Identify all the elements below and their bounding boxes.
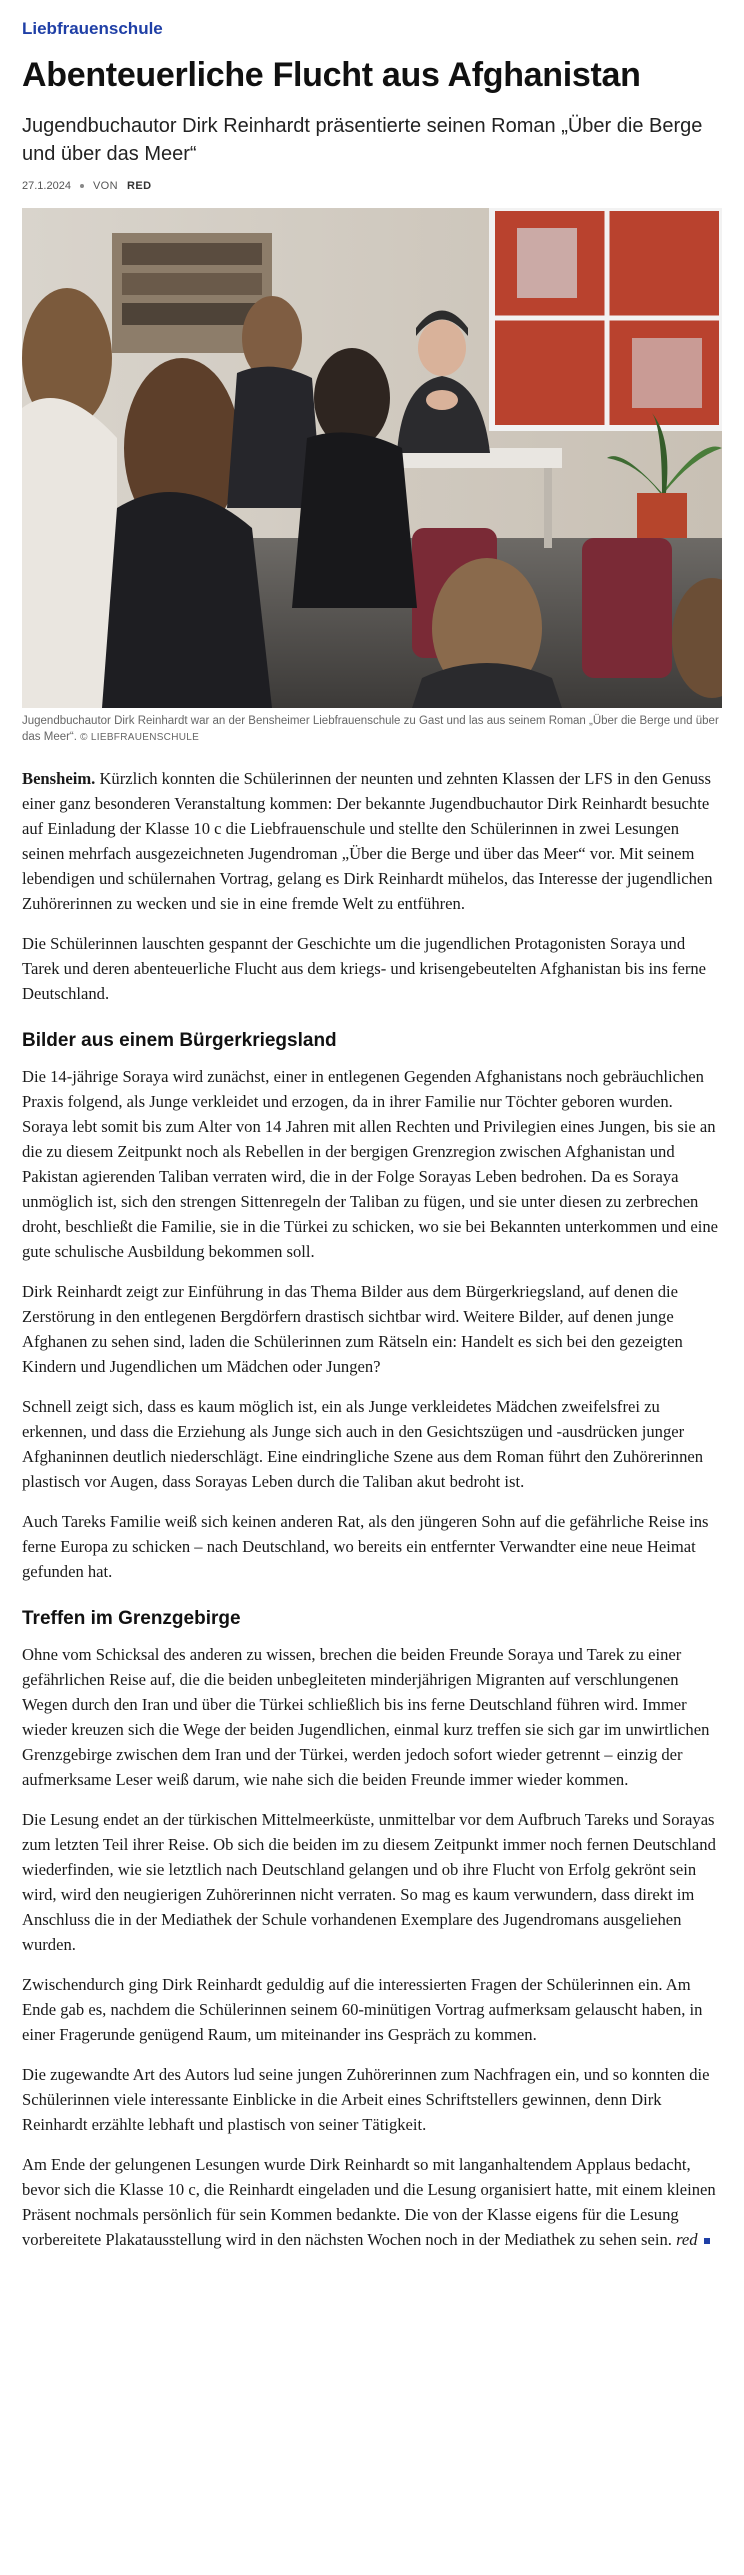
author-name[interactable]: RED: [126, 180, 152, 192]
publish-date: 27.1.2024: [22, 180, 71, 192]
paragraph: [22, 2152, 722, 2252]
article-meta: [22, 180, 722, 192]
paragraph: Zwischendurch ging Dirk Reinhardt geduldig auf die interessierten Fragen der Schülerinnen ein. Am Ende gab es, nachdem die Schülerinnen seinem 60-minütigen Vortrag aufmerksam gelauscht haben, in einer Fragerunde genügend Raum, um miteinander ins Gespräch zu kommen.: [22, 1975, 703, 2044]
section-heading: Bilder aus einem Bürgerkriegsland: [22, 1030, 337, 1051]
paragraph-text: Am Ende der gelungenen Lesungen wurde Dirk Reinhardt so mit langanhaltendem Applaus bedacht, bevor sich die Klasse 10 c, die Reinhardt eingeladen und die Lesung organisiert hatte, mit einem kleinen Präsent nochmals persönlich für sein Kommen bedankte. Die von der Klasse eigens für die Lesung vorbereitete Plakatausstellung wird in den nächsten Wochen noch in der Mediathek zu sehen sein.: [22, 2155, 716, 2249]
meta-separator-dot: [80, 184, 84, 188]
paragraph: Auch Tareks Familie weiß sich keinen anderen Rat, als den jüngeren Sohn auf die gefährliche Reise ins ferne Europa zu schicken – nach Deutschland, wo bereits ein entfernter Verwandter eine neue Heimat gefunden hat.: [22, 1512, 709, 1581]
paragraph: [22, 766, 722, 916]
paragraph: Die Schülerinnen lauschten gespannt der Geschichte um die jugendlichen Protagonisten Soraya und Tarek und deren abenteuerliche Flucht aus dem kriegs- und krisengebeutelten Afghanistan bis ins ferne Deutschland.: [22, 934, 707, 1003]
article-page: [22, 0, 722, 2267]
author-signoff: red: [676, 2230, 698, 2249]
by-label: VON: [92, 180, 118, 192]
article-subline: Jugendbuchautor Dirk Reinhardt präsentierte seinen Roman „Über die Berge und über das Meer“: [22, 115, 703, 165]
paragraph: Die zugewandte Art des Autors lud seine jungen Zuhörerinnen zum Nachfragen ein, und so konnten die Schülerinnen viele interessante Einblicke in die Arbeit eines Schriftstellers gewinnen, denn Dirk Reinhardt erzählte lebhaft und plastisch von seiner Tätigkeit.: [22, 2065, 710, 2134]
article-photo[interactable]: [22, 208, 722, 708]
caption-text: Jugendbuchautor Dirk Reinhardt war an der Bensheimer Liebfrauenschule zu Gast und las aus seinem Roman „Über die Berge und über das Meer“.: [22, 715, 719, 743]
photo-caption: [22, 713, 722, 746]
article-figure: [22, 208, 722, 746]
photo-credit: © LIEBFRAUENSCHULE: [80, 732, 200, 743]
section-kicker-link[interactable]: Liebfrauenschule: [22, 19, 163, 38]
article-body: [22, 766, 722, 2252]
paragraph-text: Kürzlich konnten die Schülerinnen der neunten und zehnten Klassen der LFS in den Genuss einer ganz besonderen Veranstaltung kommen: Der bekannte Jugendbuchautor Dirk Reinhardt besuchte auf Einladung der Klasse 10 c die Liebfrauenschule und stellte den Schülerinnen in zwei Lesungen seinen mehrfach ausgezeichneten Jugendroman „Über die Berge und über das Meer“ vor. Mit seinem lebendigen und schülernahen Vortrag, gelang es Dirk Reinhardt mühelos, das Interesse der jugendlichen Zuhörerinnen zu wecken und sie in eine fremde Welt zu entführen.: [22, 769, 713, 913]
paragraph: Dirk Reinhardt zeigt zur Einführung in das Thema Bilder aus dem Bürgerkriegsland, auf denen die Zerstörung in den entlegenen Bergdörfern drastisch sichtbar wird. Weitere Bilder, auf denen junge Afghanen zu sehen sind, laden die Schülerinnen zum Rätseln ein: Handelt es sich bei den gezeigten Kindern und Jugendlichen um Mädchen oder Jungen?: [22, 1282, 683, 1376]
paragraph: Die Lesung endet an der türkischen Mittelmeerküste, unmittelbar vor dem Aufbruch Tareks und Sorayas zum letzten Teil ihrer Reise. Ob sich die beiden im zu diesem Zeitpunkt immer noch fernen Deutschland wiederfinden, wie sie letztlich nach Deutschland gelangen und ob ihre Flucht von Erfolg gekrönt sein wird, wird den neugierigen Zuhörerinnen nicht verraten. So mag es kaum verwundern, dass direkt im Anschluss die in der Mediathek der Schule vorhandenen Exemplare des Jugendromans ausgeliehen wurden.: [22, 1810, 716, 1954]
article-headline: Abenteuerliche Flucht aus Afghanistan: [22, 56, 641, 94]
paragraph: Die 14-jährige Soraya wird zunächst, einer in entlegenen Gegenden Afghanistans noch gebräuchlichen Praxis folgend, als Junge verkleidet und erzogen, da in ihrer Familie nur Töchter geboren wurden. Soraya lebt somit bis zum Alter von 14 Jahren mit allen Rechten und Privilegien eines Jungen, bis sie an die zu diesem Zeitpunkt noch als Rebellen in der bergigen Grenzregion zwischen Afghanistan und Pakistan agierenden Taliban verraten wird, die in der Folge Sorayas Leben bedrohen. Da es Soraya unmöglich ist, sich den strengen Sittenregeln der Taliban zu fügen, und sie unter diesen zu zerbrechen droht, beschließt die Familie, sie in die Türkei zu schicken, wo sie bei Bekannten unterkommen und eine gute schulische Ausbildung bekommen soll.: [22, 1067, 718, 1261]
dateline-place: Bensheim.: [22, 769, 96, 788]
section-heading: Treffen im Grenzgebirge: [22, 1608, 241, 1629]
end-of-article-icon: [704, 2238, 710, 2244]
paragraph: Schnell zeigt sich, dass es kaum möglich ist, ein als Junge verkleidetes Mädchen zweifelsfrei zu erkennen, und dass die Erziehung als Junge sich auch in den Gesichtszügen und -ausdrücken junger Afghaninnen deutlich niederschlägt. Eine eindringliche Szene aus dem Roman führt den Zuhörerinnen plastisch vor Augen, dass Sorayas Leben durch die Taliban akut bedroht ist.: [22, 1397, 704, 1491]
paragraph: Ohne vom Schicksal des anderen zu wissen, brechen die beiden Freunde Soraya und Tarek zu einer gefährlichen Reise auf, die die beiden unbegleiteten minderjährigen Migranten auf verschlungenen Wegen durch den Iran und über die Türkei schließlich bis ins ferne Deutschland führen wird. Immer wieder kreuzen sich die Wege der beiden Jugendlichen, einmal kurz treffen sie sich gar im unwirtlichen Grenzgebirge zwischen dem Iran und der Türkei, werden jedoch sofort wieder getrennt – einzig der aufmerksame Leser weiß darum, wie nahe sich die beiden Freunde immer wieder kommen.: [22, 1645, 710, 1789]
